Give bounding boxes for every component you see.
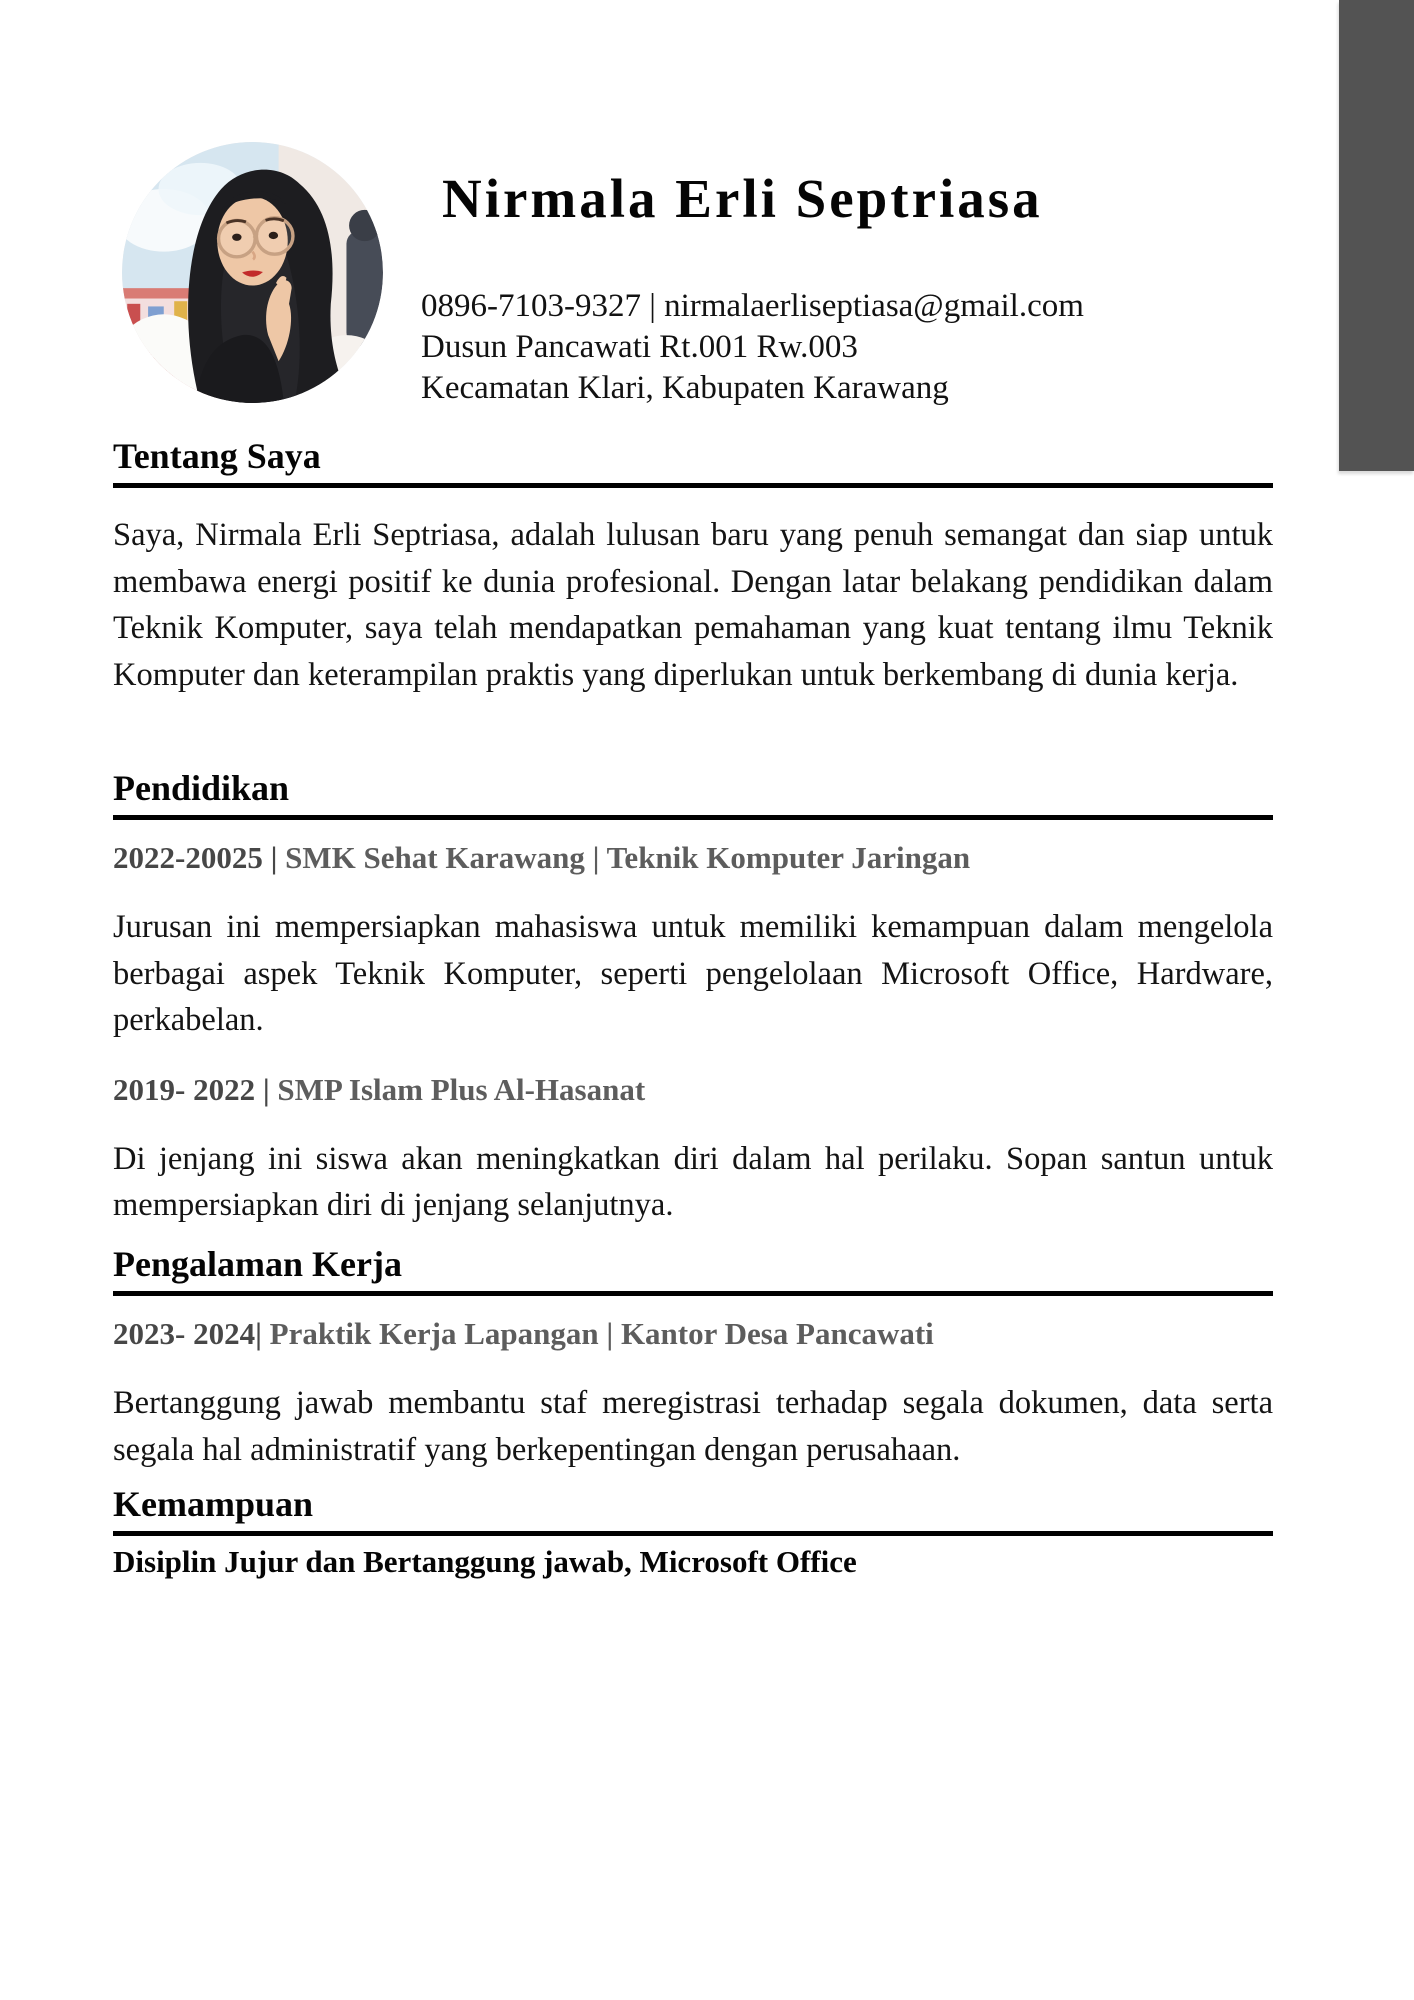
contact-block [421, 286, 1084, 409]
profile-photo [122, 142, 383, 403]
education-item-title: SMK Sehat Karawang | Teknik Komputer Jaringan [285, 840, 971, 875]
education-item-heading [113, 1070, 1273, 1110]
education-item-heading [113, 838, 1273, 878]
contact-address-line2: Kecamatan Klari, Kabupaten Karawang [421, 370, 949, 406]
education-item-description: Di jenjang ini siswa akan meningkatkan diri dalam hal perilaku. Sopan santun untuk mempersiapkan diri di jenjang selanjutnya. [113, 1140, 1273, 1223]
section-about-title: Tentang Saya [113, 436, 321, 476]
name-heading: Nirmala Erli Septriasa [442, 168, 1043, 229]
section-about [113, 436, 1273, 698]
section-divider [113, 1291, 1273, 1296]
education-item-period: 2019- 2022 | [113, 1071, 278, 1107]
experience-item-description: Bertanggung jawab membantu staf meregistrasi terhadap segala dokumen, data serta segala hal administratif yang berkepentingan dengan perusahaan. [113, 1385, 1273, 1468]
section-experience [113, 1244, 1273, 1473]
skills-line: Disiplin Jujur dan Bertanggung jawab, Microsoft Office [113, 1544, 857, 1579]
contact-phone-email: 0896-7103-9327 | nirmalaerliseptiasa@gmail.com [421, 288, 1084, 324]
education-item-title: SMP Islam Plus Al-Hasanat [277, 1071, 646, 1107]
section-education [113, 768, 1273, 1229]
section-experience-title: Pengalaman Kerja [113, 1244, 402, 1284]
experience-item-title: Praktik Kerja Lapangan | Kantor Desa Pancawati [269, 1316, 934, 1351]
section-divider [113, 483, 1273, 488]
education-item-description: Jurusan ini mempersiapkan mahasiswa untuk memiliki kemampuan dalam mengelola berbagai aspek Teknik Komputer, seperti pengelolaan Microsoft Office, Hardware, perkabelan. [113, 909, 1273, 1038]
section-divider [113, 815, 1273, 820]
experience-item-period: 2023- 2024| [113, 1316, 270, 1351]
experience-item-heading [113, 1314, 1273, 1354]
section-skills-title: Kemampuan [113, 1484, 314, 1524]
education-item-period: 2022-20025 | [113, 840, 286, 875]
about-paragraph: Saya, Nirmala Erli Septriasa, adalah lulusan baru yang penuh semangat dan siap untuk membawa energi positif ke dunia profesional. Dengan latar belakang pendidikan dalam Teknik Komputer, saya telah mendapatkan pemahaman yang kuat tentang ilmu Teknik Komputer dan keterampilan praktis yang diperlukan untuk berkembang di dunia kerja. [113, 517, 1273, 693]
accent-bar [1339, 0, 1414, 471]
profile-photo-image [122, 142, 383, 403]
section-education-title: Pendidikan [113, 768, 290, 808]
contact-address-line1: Dusun Pancawati Rt.001 Rw.003 [421, 329, 858, 365]
section-divider [113, 1531, 1273, 1536]
section-skills [113, 1484, 1273, 1583]
